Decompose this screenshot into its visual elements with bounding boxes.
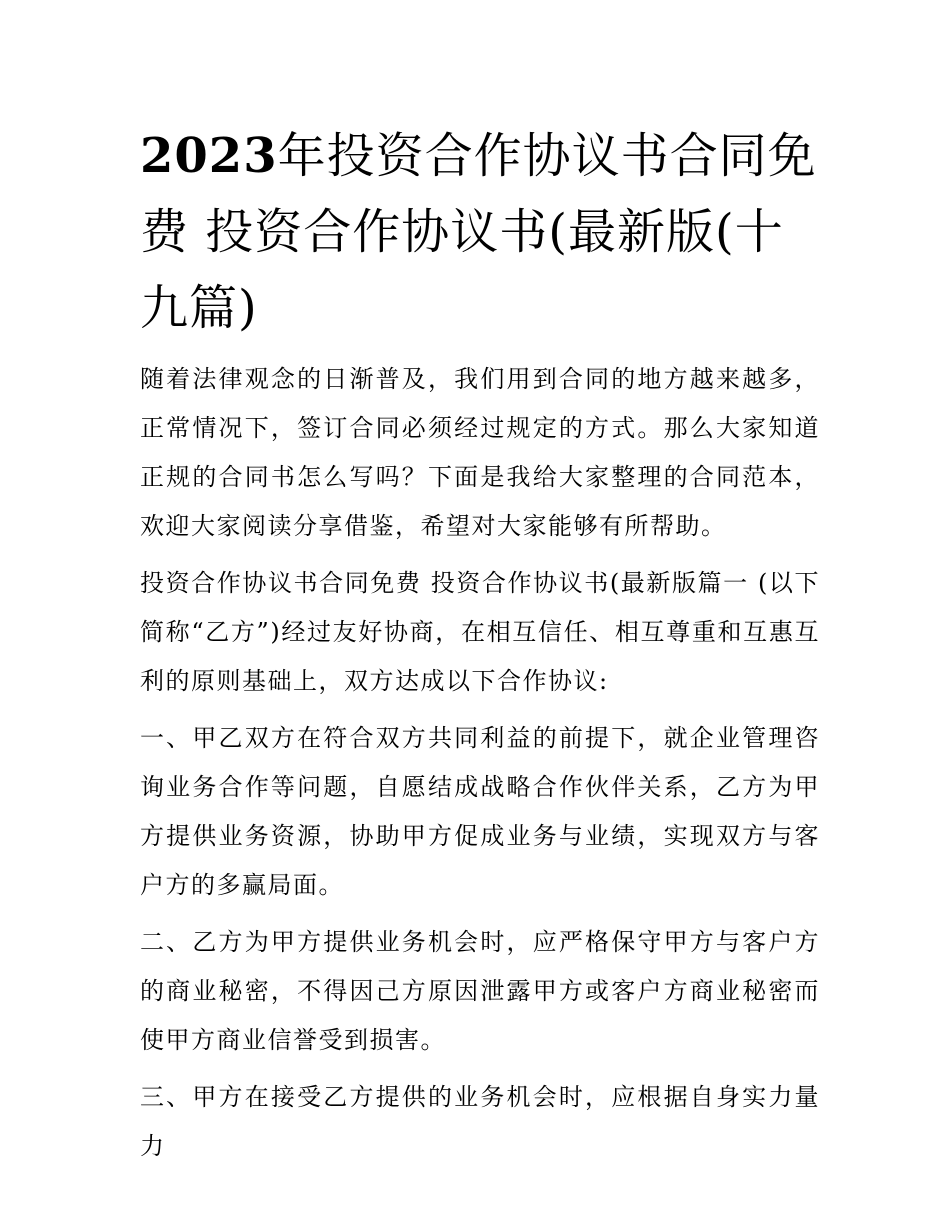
paragraph-preamble: 投资合作协议书合同免费 投资合作协议书(最新版篇一 (以下简称“乙方”)经过友好协商，在相互信任、相互尊重和互惠互利的原则基础上，双方达成以下合作协议:	[140, 569, 820, 695]
title-text: 年投资合作协议书合同免费 投资合作协议书(最新版(十九篇)	[140, 128, 817, 336]
paragraph-intro: 随着法律观念的日渐普及，我们用到合同的地方越来越多，正常情况下，签订合同必须经过规定的方式。那么大家知道正规的合同书怎么写吗？下面是我给大家整理的合同范本，欢迎大家阅读分享借鉴，希望对大家能够有所帮助。	[140, 365, 820, 540]
paragraph-clause-3: 三、甲方在接受乙方提供的业务机会时，应根据自身实力量力	[140, 1083, 820, 1160]
paragraph-clause-2: 二、乙方为甲方提供业务机会时，应严格保守甲方与客户方的商业秘密，不得因己方原因泄露甲方或客户方商业秘密而使甲方商业信誉受到损害。	[140, 928, 820, 1054]
document-body	[140, 355, 820, 1179]
paragraph-clause-1: 一、甲乙双方在符合双方共同利益的前提下，就企业管理咨询业务合作等问题，自愿结成战略合作伙伴关系，乙方为甲方提供业务资源，协助甲方促成业务与业绩，实现双方与客户方的多赢局面。	[140, 724, 820, 899]
title-year: 2023	[140, 128, 278, 184]
document-title	[140, 118, 820, 346]
